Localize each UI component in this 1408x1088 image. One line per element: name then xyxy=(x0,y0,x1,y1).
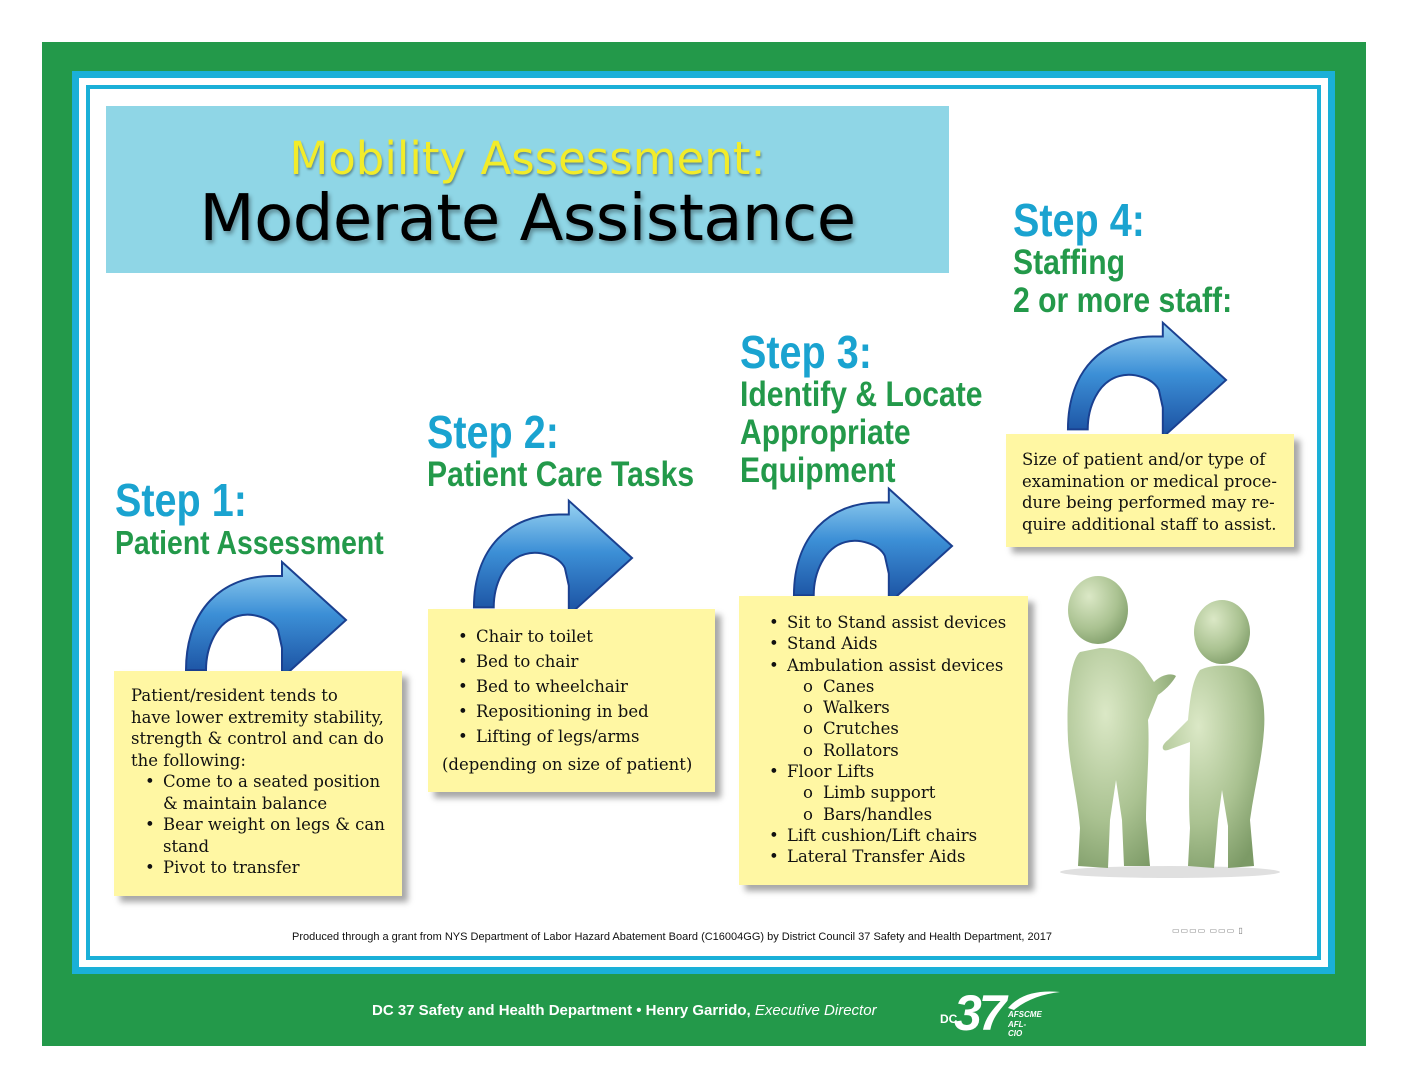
step-3-note xyxy=(739,596,1028,885)
step-1-heading xyxy=(115,476,384,562)
list-item: o Crutches xyxy=(765,718,1024,739)
list-item: o Walkers xyxy=(765,697,1024,718)
step-1-number: Step 1: xyxy=(115,474,247,526)
step-1-intro-line-2: have lower extremity stability, xyxy=(131,707,384,727)
title-line-1: Mobility Assessment: xyxy=(289,132,766,185)
step-2-title: Patient Care Tasks xyxy=(427,455,695,494)
step-1-intro-line-4: the following: xyxy=(131,750,246,770)
step-2-footnote: (depending on size of patient) xyxy=(442,755,693,774)
list-item: • Bed to chair xyxy=(454,649,707,674)
step-4-title-line-2: 2 or more staff: xyxy=(1013,281,1233,320)
list-item: • Bed to wheelchair xyxy=(454,674,707,699)
list-item: • Ambulation assist devices xyxy=(765,655,1024,676)
list-item: • Lifting of legs/arms xyxy=(454,724,707,749)
dc37-logo-aflcio: AFL-CIO xyxy=(1008,1020,1027,1038)
sponsor-logos-icon: ▭▭▭▭ ▭▭▭ ▯ xyxy=(1172,926,1244,935)
list-item: • Sit to Stand assist devices xyxy=(765,612,1024,633)
list-item: • Stand Aids xyxy=(765,633,1024,654)
dc37-logo-dc: DC xyxy=(940,1012,958,1026)
step-1-intro-line-3: strength & control and can do xyxy=(131,729,384,748)
list-item: • Floor Lifts xyxy=(765,761,1024,782)
list-item: • Lift cushion/Lift chairs xyxy=(765,825,1024,846)
dc37-logo-number: 37 xyxy=(954,985,1004,1041)
step-2-number: Step 2: xyxy=(427,406,559,458)
two-people-figure-icon xyxy=(1050,570,1290,880)
list-item: o Bars/handles xyxy=(765,804,1024,825)
step-4-heading xyxy=(1013,196,1232,320)
list-item: o Rollators xyxy=(765,740,1024,761)
list-item: • Repositioning in bed xyxy=(454,699,707,724)
step-4-line-1: Size of patient and/or type of xyxy=(1022,450,1266,469)
step-2-curved-arrow-icon xyxy=(470,498,636,618)
step-4-number: Step 4: xyxy=(1013,194,1145,246)
step-1-intro-line-1: Patient/resident tends to xyxy=(131,686,338,705)
step-3-heading xyxy=(740,328,983,490)
list-item: o Canes xyxy=(765,676,1024,697)
step-2-note xyxy=(428,609,715,792)
grant-credit-text: Produced through a grant from NYS Department of Labor Hazard Abatement Board (C16004GG) by District Council 37 Safety and Health Department, 2017 xyxy=(292,931,1053,943)
step-1-title: Patient Assessment xyxy=(115,524,384,561)
step-4-title-line-1: Staffing xyxy=(1013,243,1126,282)
footer-role-text: Executive Director xyxy=(754,1002,877,1019)
footer-department-line xyxy=(372,1002,877,1019)
step-4-curved-arrow-icon xyxy=(1064,320,1230,440)
step-4-line-3: dure being performed may re- xyxy=(1022,493,1275,512)
title-banner xyxy=(106,106,949,273)
step-4-note xyxy=(1006,434,1294,547)
step-4-line-2: examination or medical proce- xyxy=(1022,471,1277,491)
list-item: • Come to a seated position & maintain balance xyxy=(141,771,394,814)
list-item: • Chair to toilet xyxy=(454,624,707,649)
step-3-curved-arrow-icon xyxy=(790,486,956,606)
dc37-logo-afscme: AFSCME xyxy=(1008,1010,1042,1019)
list-item: • Bear weight on legs & can stand xyxy=(141,814,394,857)
list-item: • Lateral Transfer Aids xyxy=(765,846,1024,867)
list-item: o Limb support xyxy=(765,782,1024,803)
list-item: • Pivot to transfer xyxy=(141,857,394,879)
step-3-number: Step 3: xyxy=(740,326,872,378)
title-line-2: Moderate Assistance xyxy=(199,182,856,256)
step-3-title-line-3: Equipment xyxy=(740,451,896,490)
step-1-curved-arrow-icon xyxy=(182,560,350,680)
step-3-title-line-2: Appropriate xyxy=(740,413,911,452)
step-1-note xyxy=(114,671,402,896)
footer-dept-text: DC 37 Safety and Health Department • Henry Garrido, xyxy=(372,1002,751,1019)
afscme-swoosh-icon xyxy=(1006,988,1062,1010)
step-2-heading xyxy=(427,408,694,494)
step-4-line-4: quire additional staff to assist. xyxy=(1022,514,1277,534)
step-3-title-line-1: Identify & Locate xyxy=(740,375,983,414)
